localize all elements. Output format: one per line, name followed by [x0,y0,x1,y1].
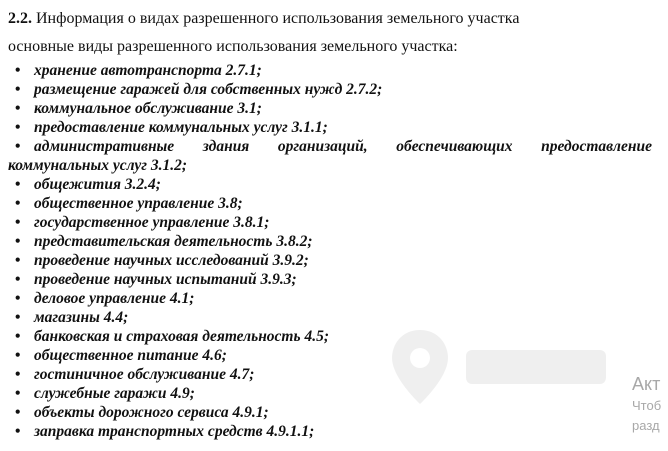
bullet-icon: • [15,100,21,117]
bullet-icon: • [15,385,21,402]
bullet-icon: • [15,119,21,136]
activation-notice [632,372,661,436]
list-item: • проведение научных исследований 3.9.2; [8,251,652,270]
list-item: • хранение автотранспорта 2.7.1; [8,61,652,80]
list-item: • предоставление коммунальных услуг 3.1.1; [8,118,652,137]
list-item: • общежития 3.2.4; [8,175,652,194]
bullet-icon: • [15,233,21,250]
bullet-icon: • [15,290,21,307]
list-item: • гостиничное обслуживание 4.7; [8,365,652,384]
bullet-icon: • [15,214,21,231]
bullet-icon: • [15,81,21,98]
bullet-icon: • [15,176,21,193]
bullet-icon: • [15,423,21,440]
bullet-icon: • [15,404,21,421]
bullet-icon: • [15,252,21,269]
bullet-icon: • [15,271,21,288]
document-page [8,8,652,441]
list-item: • государственное управление 3.8.1; [8,213,652,232]
bullet-icon: • [15,195,21,212]
section-heading [8,8,652,30]
permitted-uses-list [8,61,652,441]
bullet-icon: • [15,309,21,326]
list-item: • размещение гаражей для собственных нужд 2.7.2; [8,80,652,99]
activation-text-line: Чтоб [632,398,662,413]
bullet-icon: • [15,138,21,155]
list-item: • общественное питание 4.6; [8,346,652,365]
list-item: • заправка транспортных средств 4.9.1.1; [8,422,652,441]
bullet-icon: • [15,347,21,364]
section-title: Информация о видах разрешенного использования земельного участка [36,10,520,27]
bullet-icon: • [15,366,21,383]
list-item: • банковская и страховая деятельность 4.5; [8,327,652,346]
uses-subheading: основные виды разрешенного использования земельного участка: [8,38,458,55]
activation-text-line: разд [632,418,660,433]
list-item: • административные здания организаций, обеспечивающих предоставление коммунальных услуг 3.1.2; [8,138,652,174]
list-item: • проведение научных испытаний 3.9.3; [8,270,652,289]
list-item: • магазины 4.4; [8,308,652,327]
list-item: • деловое управление 4.1; [8,289,652,308]
bullet-icon: • [15,328,21,345]
bullet-icon: • [15,62,21,79]
list-item: • коммунальное обслуживание 3.1; [8,99,652,118]
list-item: • представительская деятельность 3.8.2; [8,232,652,251]
list-item: • общественное управление 3.8; [8,194,652,213]
list-item: • служебные гаражи 4.9; [8,384,652,403]
section-number: 2.2. [8,10,32,27]
list-item: • объекты дорожного сервиса 4.9.1; [8,403,652,422]
activation-title: Акт [632,374,661,394]
